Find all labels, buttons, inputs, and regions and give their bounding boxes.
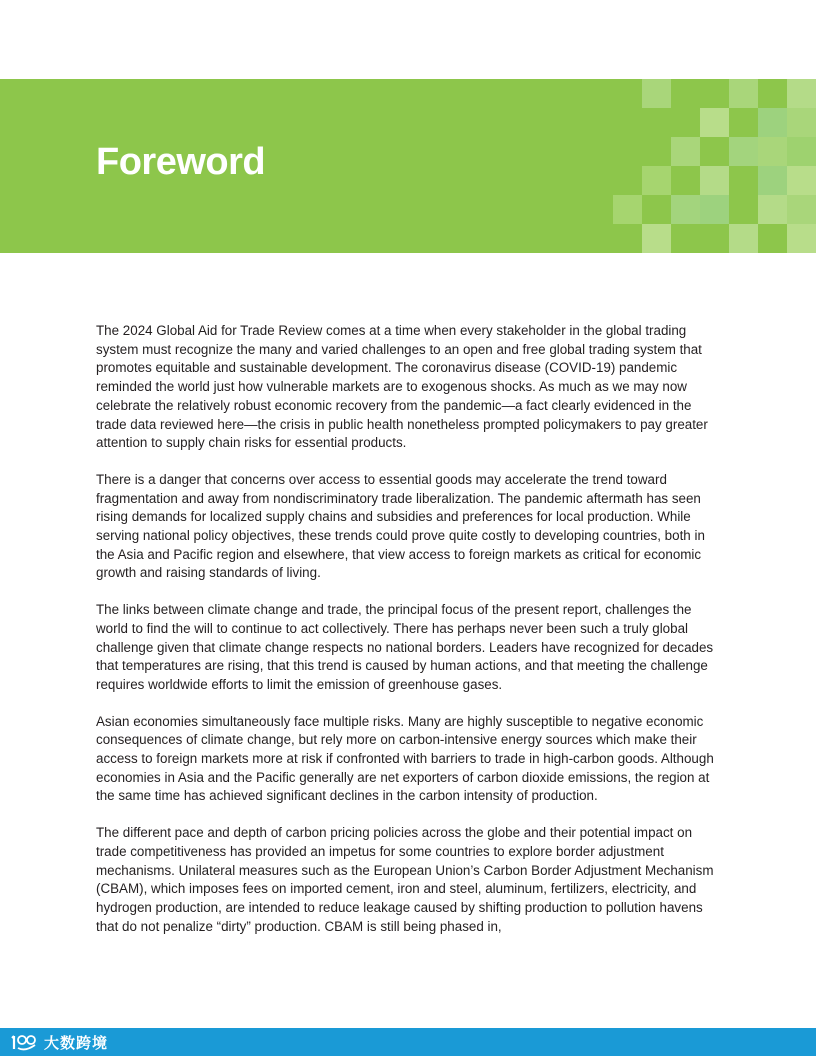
mosaic-tile bbox=[787, 137, 816, 166]
watermark-logo bbox=[10, 1031, 108, 1053]
mosaic-tile bbox=[671, 195, 700, 224]
body-paragraph-2: There is a danger that concerns over access to essential goods may accelerate the trend toward fragmentation and away from nondiscriminatory trade liberalization. The pandemic aftermath has seen rising demands for localized supply chains and subsidies and preferences for local production. While serving national policy objectives, these trends could prove quite costly to developing countries, both in the Asia and Pacific region and elsewhere, that view access to foreign markets as critical for economic growth and raising standards of living. bbox=[96, 471, 705, 581]
body-paragraph-5: The different pace and depth of carbon pricing policies across the globe and their potential impact on trade competitiveness has provided an impetus for some countries to explore border adjustment mechanisms. Unilateral measures such as the European Union’s Carbon Border Adjustment Mechanism (CBAM), which imposes fees on imported cement, iron and steel, aluminum, fertilizers, electricity, and hydrogen production, are intended to reduce leakage caused by shifting production to pollution havens that do not penalize “dirty” production. CBAM is still being phased in, bbox=[96, 825, 714, 934]
mosaic-tile bbox=[700, 166, 729, 195]
body-paragraph-3: The links between climate change and trade, the principal focus of the present report, challenges the world to find the will to continue to act collectively. There has perhaps never been such a truly global challenge given that climate change respects no national borders. Leaders have recognized for decades that temperatures are rising, that this trend is caused by human actions, and that meeting the challenge requires worldwide efforts to limit the emission of greenhouse gases. bbox=[96, 602, 714, 692]
mosaic-tile bbox=[671, 137, 700, 166]
mosaic-tile bbox=[642, 79, 671, 108]
logo-text: 大数跨境 bbox=[44, 1033, 109, 1052]
mosaic-tile bbox=[642, 224, 671, 253]
mosaic-tile bbox=[700, 108, 729, 137]
mosaic-tile bbox=[729, 224, 758, 253]
mosaic-tile bbox=[613, 195, 642, 224]
mosaic-tile bbox=[787, 108, 816, 137]
mosaic-tile bbox=[787, 79, 816, 108]
header-banner bbox=[0, 79, 816, 253]
mosaic-tile bbox=[700, 195, 729, 224]
page-title: Foreword bbox=[96, 141, 266, 183]
mosaic-tile bbox=[729, 137, 758, 166]
mosaic-tile bbox=[787, 195, 816, 224]
foreword-body bbox=[96, 322, 722, 954]
mosaic-tile bbox=[758, 166, 787, 195]
footer-bar bbox=[0, 1028, 816, 1056]
mosaic-tile bbox=[787, 166, 816, 195]
body-paragraph-4: Asian economies simultaneously face multiple risks. Many are highly susceptible to negative economic consequences of climate change, but rely more on carbon-intensive energy sources which make their access to foreign markets more at risk if confronted with barriers to trade in high-carbon goods. Although economies in Asia and the Pacific generally are net exporters of carbon dioxide emissions, the region at the same time has achieved significant declines in the carbon intensity of production. bbox=[96, 713, 714, 804]
mosaic-tile bbox=[758, 108, 787, 137]
logo-mark-icon bbox=[10, 1031, 38, 1053]
body-paragraph-1: The 2024 Global Aid for Trade Review comes at a time when every stakeholder in the global trading system must recognize the many and varied challenges to an open and free global trading system that promotes equitable and sustainable development. The coronavirus disease (COVID-19) pandemic reminded the world just how vulnerable markets are to exogenous shocks. As much as we may now celebrate the relatively robust economic recovery from the pandemic—a fact clearly evidenced in the trade data reviewed here—the crisis in public health nonetheless prompted policymakers to pay greater attention to supply chain risks for essential products. bbox=[96, 323, 708, 451]
mosaic-tile bbox=[758, 195, 787, 224]
mosaic-tile bbox=[758, 137, 787, 166]
mosaic-tile bbox=[642, 166, 671, 195]
mosaic-tile bbox=[729, 79, 758, 108]
mosaic-tile bbox=[787, 224, 816, 253]
